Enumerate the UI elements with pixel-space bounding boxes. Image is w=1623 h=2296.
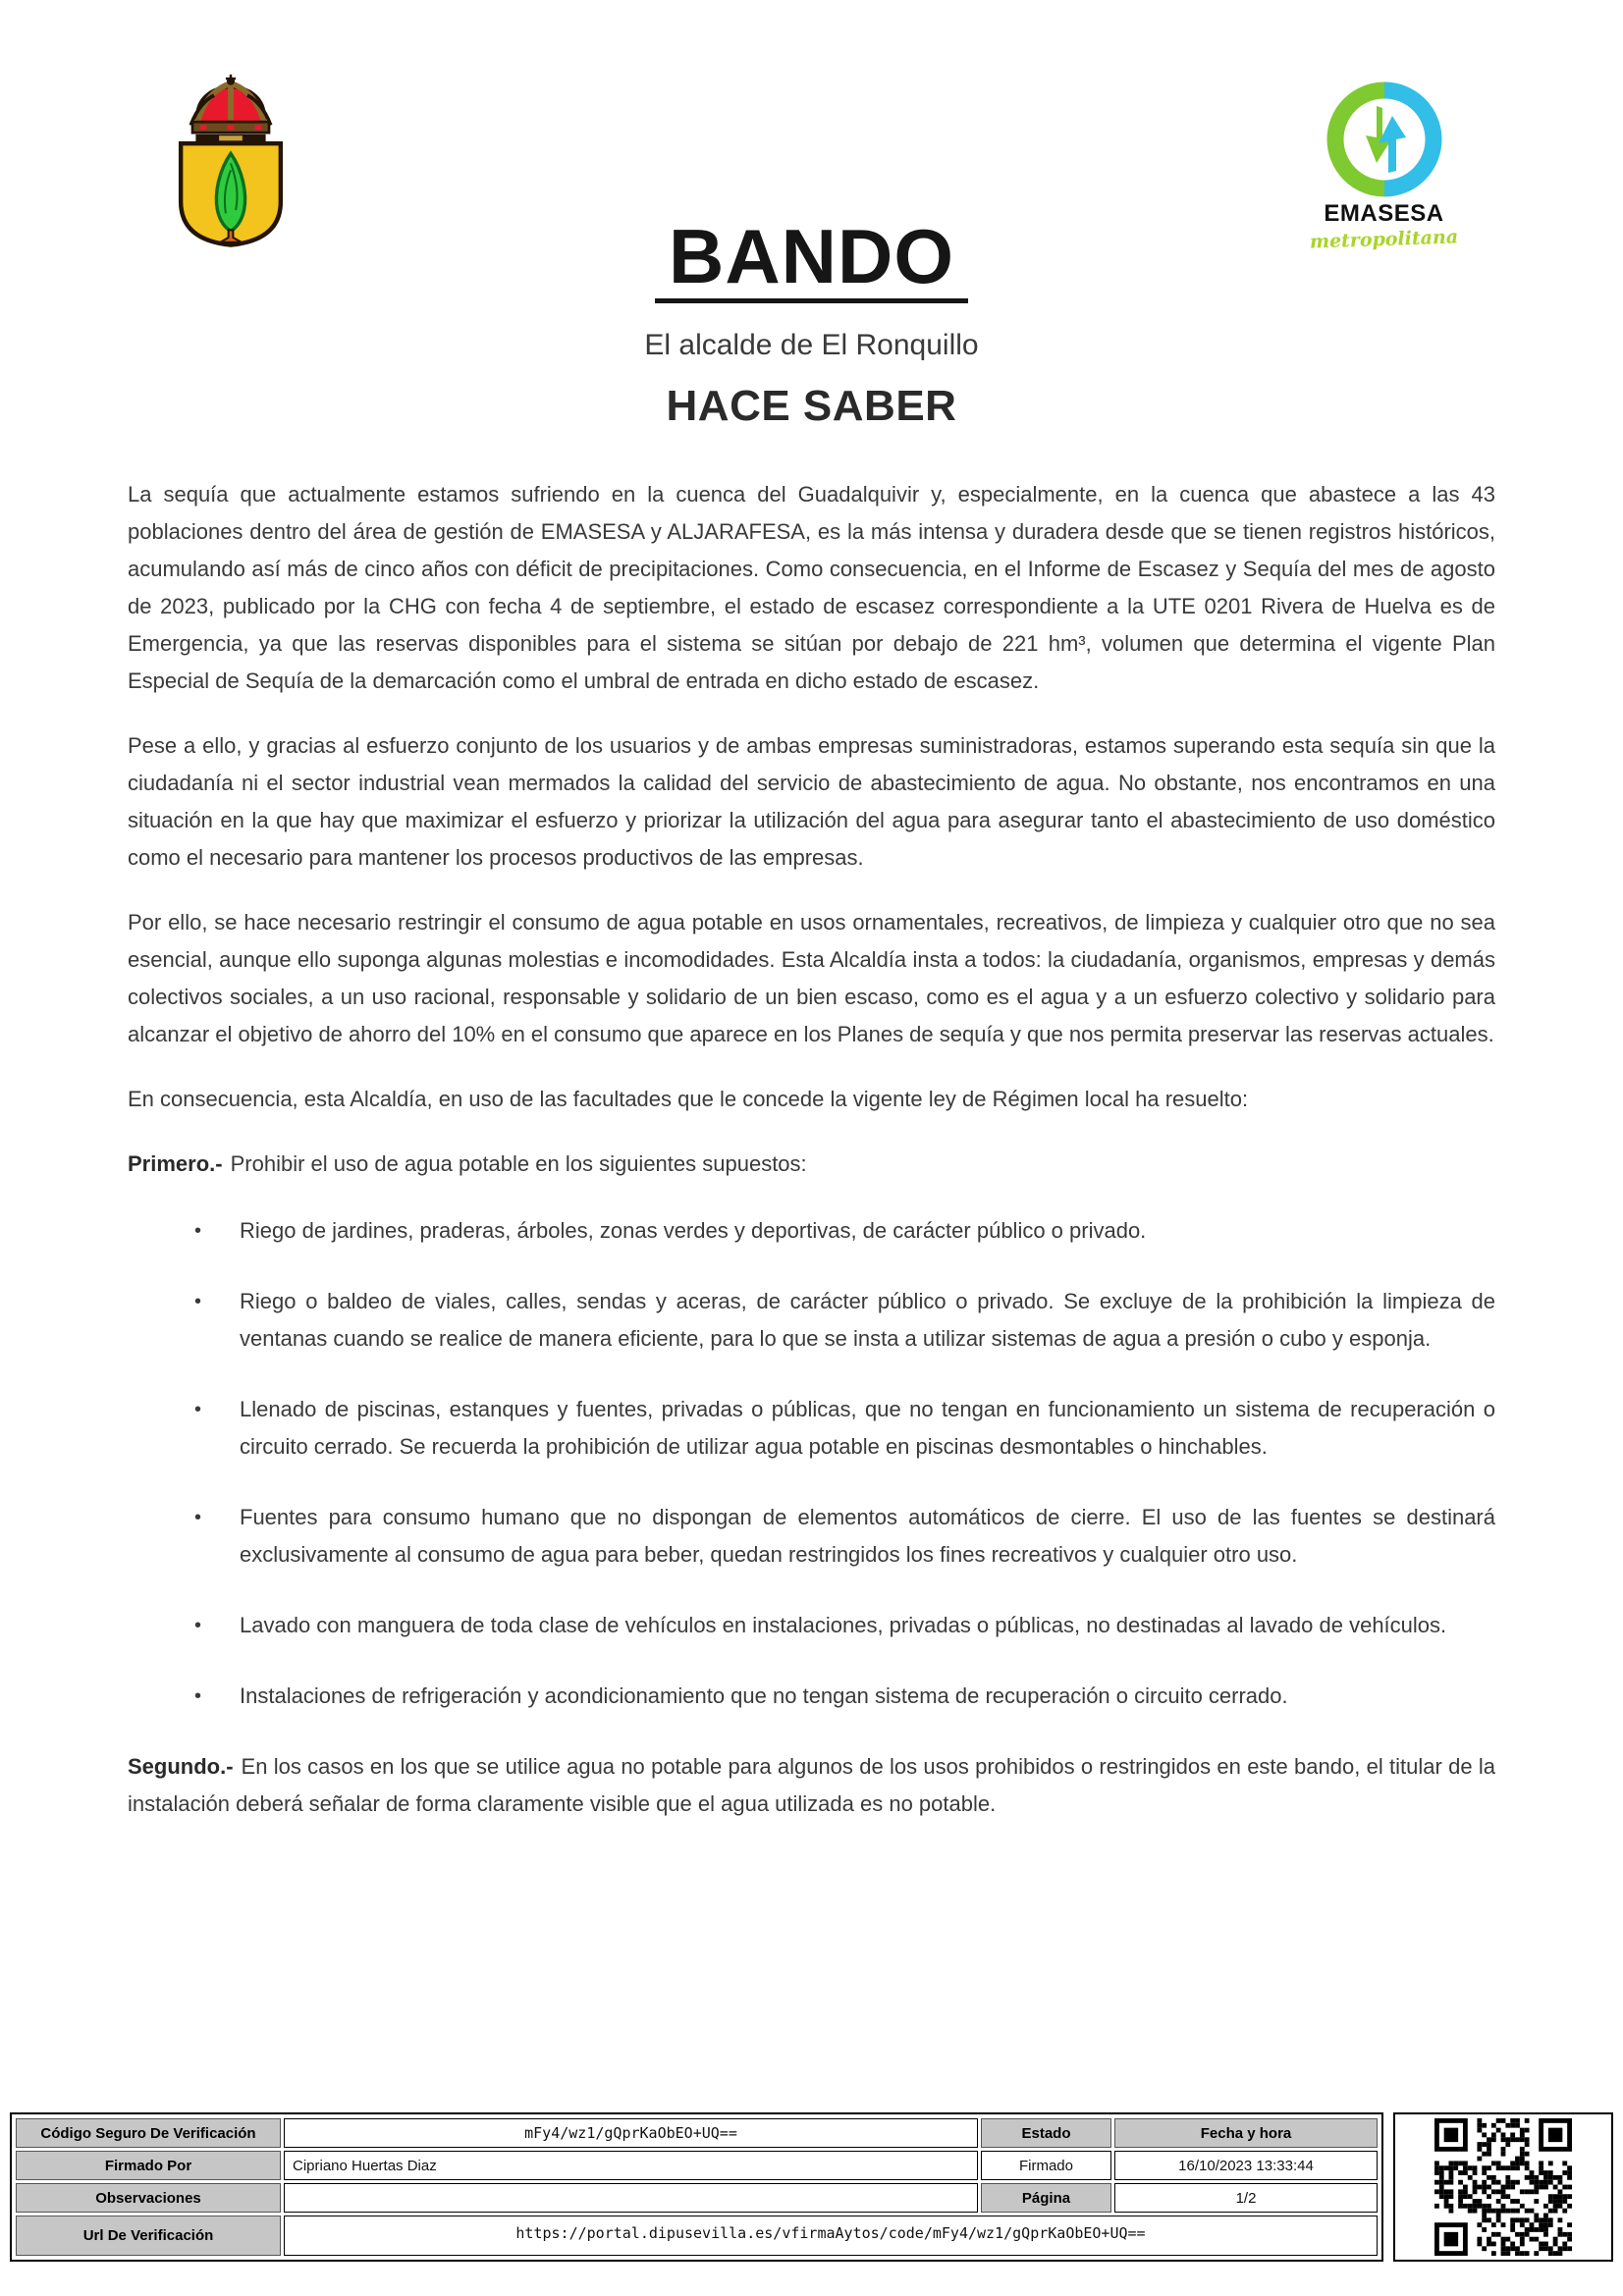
page-title: BANDO: [655, 218, 968, 303]
list-item-text: Instalaciones de refrigeración y acondicionamiento que no tengan sistema de recuperación o circuito cerrado.: [240, 1683, 1288, 1708]
url-value: https://portal.dipusevilla.es/vfirmaAytos/code/mFy4/wz1/gQprKaObEO+UQ==: [284, 2216, 1378, 2256]
csv-value: mFy4/wz1/gQprKaObEO+UQ==: [284, 2118, 978, 2148]
intro-paragraph-2: Pese a ello, y gracias al esfuerzo conjunto de los usuarios y de ambas empresas suministradoras, estamos superando esta sequía sin que la ciudadanía ni el sector industrial vean mermados la calidad del servicio de abastecimiento de agua. No obstante, nos encontramos en una situación en la que hay que maximizar el esfuerzo y priorizar la utilización del agua para asegurar tanto el abastecimiento de uso doméstico como el necesario para mantener los procesos productivos de las empresas.: [128, 733, 1495, 870]
intro-paragraph-3: Por ello, se hace necesario restringir el consumo de agua potable en usos ornamentales, recreativos, de limpieza y cualquier otro que no sea esencial, aunque ello suponga algunas molestias e incomodidades. Esta Alcaldía insta a todos: la ciudadanía, organismos, empresas y demás colectivos sociales, a un uso racional, responsable y solidario de un bien escaso, como es el agua y a un esfuerzo colectivo y solidario para alcanzar el objetivo de ahorro del 10% en el consumo que aparece en los Planes de sequía y que nos permita preservar las reservas actuales.: [128, 910, 1495, 1046]
list-item-text: Llenado de piscinas, estanques y fuentes, privadas o públicas, que no tengan en funcionamiento un sistema de recuperación o circuito cerrado. Se recuerda la prohibición de utilizar agua potable en piscinas desmontables o hinchables.: [240, 1397, 1495, 1459]
bullet-icon: •: [194, 1685, 202, 1707]
resolution-primero-text: Prohibir el uso de agua potable en los siguientes supuestos:: [230, 1151, 807, 1176]
bullet-icon: •: [194, 1399, 202, 1420]
observaciones-label: Observaciones: [16, 2183, 281, 2213]
emasesa-tagline: metropolitana: [1309, 226, 1459, 253]
qr-code: [1393, 2112, 1613, 2262]
resolution-segundo-label: Segundo.-: [128, 1754, 234, 1779]
estado-value: Firmado: [981, 2151, 1111, 2180]
list-item: [128, 1283, 1495, 1358]
resolution-segundo-text: En los casos en los que se utilice agua no potable para algunos de los usos prohibidos o restringidos en este bando, el titular de la instalación deberá señalar de forma claramente visible que el agua utilizada es no potable.: [128, 1754, 1495, 1816]
intro-paragraph-1: La sequía que actualmente estamos sufriendo en la cuenca del Guadalquivir y, especialmente, en la cuenca que abastece a las 43 poblaciones dentro del área de gestión de EMASESA y ALJARAFESA, es la más intensa y duradera desde que se tienen registros históricos, acumulando así más de cinco años con déficit de precipitaciones. Como consecuencia, en el Informe de Escasez y Sequía del mes de agosto de 2023, publicado por la CHG con fecha 4 de septiembre, el estado de escasez correspondiente a la UTE 0201 Rivera de Huelva es de Emergencia, ya que las reservas disponibles para el sistema se sitúan por debajo de 221 hm³, volumen que determina el vigente Plan Especial de Sequía de la demarcación como el umbral de entrada en dicho estado de escasez.: [128, 482, 1495, 693]
verification-footer: [10, 2112, 1613, 2262]
intro-paragraph-4: En consecuencia, esta Alcaldía, en uso de las facultades que le concede la vigente ley de Régimen local ha resuelto:: [128, 1087, 1249, 1111]
list-item: [128, 1678, 1495, 1715]
bullet-icon: •: [194, 1220, 202, 1242]
list-item-text: Riego de jardines, praderas, árboles, zonas verdes y deportivas, de carácter público o privado.: [240, 1218, 1147, 1243]
list-item: [128, 1499, 1495, 1574]
firmado-por-value: Cipriano Huertas Diaz: [284, 2151, 978, 2180]
verification-table: [10, 2112, 1383, 2262]
resolution-primero-label: Primero.-: [128, 1151, 223, 1176]
firmado-por-label: Firmado Por: [16, 2151, 281, 2180]
pagina-label: Página: [981, 2183, 1111, 2213]
emasesa-logo: [1298, 80, 1470, 253]
emasesa-logo-icon: [1325, 80, 1443, 198]
list-item-text: Riego o baldeo de viales, calles, sendas y aceras, de carácter público o privado. Se excluye de la prohibición la limpieza de ventanas cuando se realice de manera eficiente, para lo que se insta a utilizar sistemas de agua a presión o cubo y esponja.: [240, 1289, 1495, 1351]
list-item-text: Fuentes para consumo humano que no dispongan de elementos automáticos de cierre. El uso de las fuentes se destinará exclusivamente al consumo de agua para beber, quedan restringidos los fines recreativos y cualquier otro uso.: [240, 1505, 1495, 1567]
hace-saber-heading: HACE SABER: [666, 382, 957, 430]
pagina-value: 1/2: [1114, 2183, 1378, 2213]
list-item-text: Lavado con manguera de toda clase de vehículos en instalaciones, privadas o públicas, no destinadas al lavado de vehículos.: [240, 1613, 1447, 1637]
list-item: [128, 1391, 1495, 1466]
document-body: [128, 476, 1495, 1823]
fecha-value: 16/10/2023 13:33:44: [1114, 2151, 1378, 2180]
emasesa-wordmark: EMASESA: [1324, 200, 1444, 227]
csv-label: Código Seguro De Verificación: [16, 2118, 281, 2148]
bullet-icon: •: [194, 1291, 202, 1312]
bullet-icon: •: [194, 1507, 202, 1528]
url-label: Url De Verificación: [16, 2216, 281, 2256]
prohibition-list: [128, 1212, 1495, 1715]
resolution-segundo: [128, 1748, 1495, 1823]
observaciones-value: [284, 2183, 978, 2213]
resolution-primero: [128, 1146, 1495, 1183]
list-item: [128, 1212, 1495, 1250]
fecha-label: Fecha y hora: [1114, 2118, 1378, 2148]
coat-of-arms-icon: [147, 74, 314, 248]
list-item: [128, 1607, 1495, 1644]
bullet-icon: •: [194, 1615, 202, 1636]
page-subtitle: El alcalde de El Ronquillo: [644, 329, 979, 361]
estado-label: Estado: [981, 2118, 1111, 2148]
